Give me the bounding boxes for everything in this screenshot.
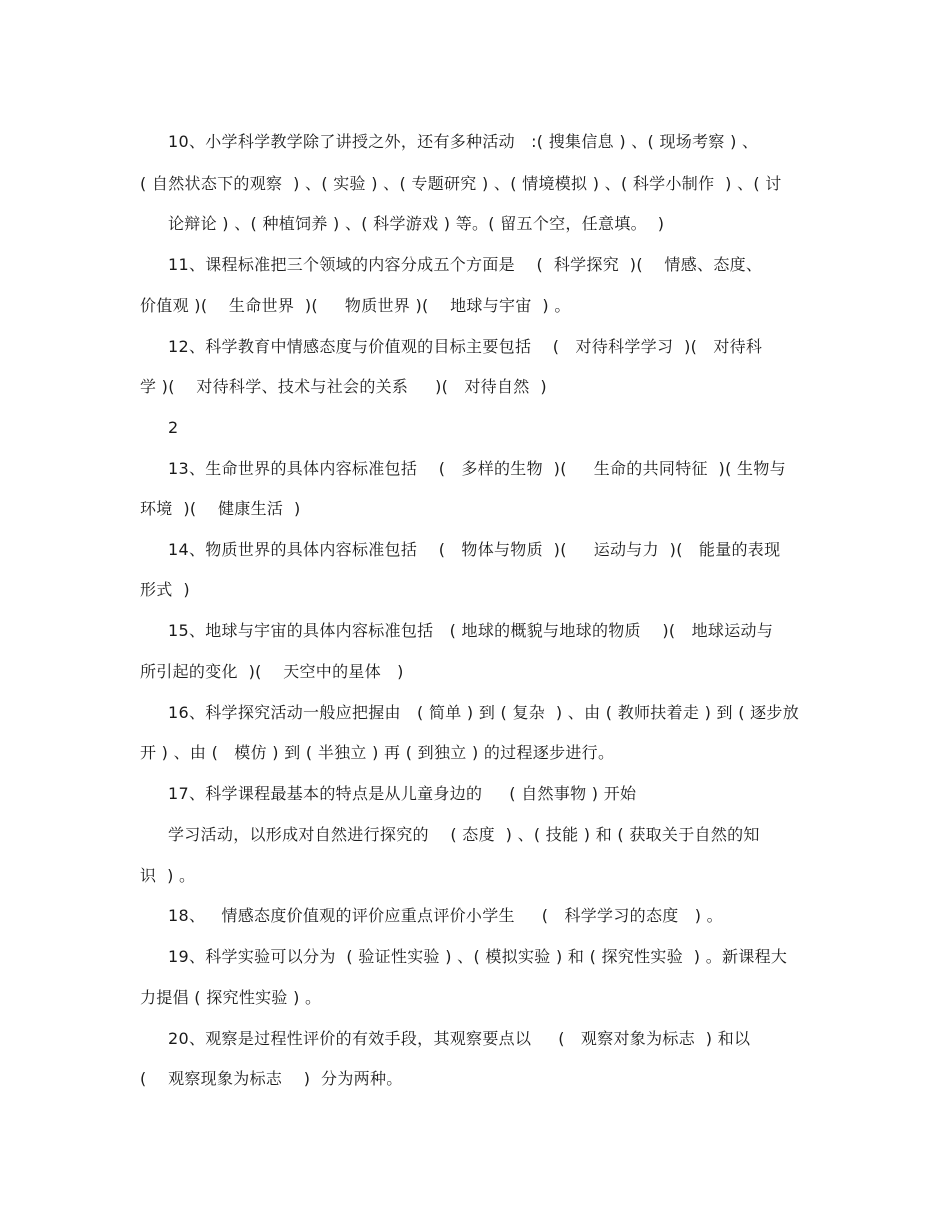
text-line: 18、 情感态度价值观的评价应重点评价小学生 ( 科学学习的态度 ) 。	[168, 906, 723, 925]
text-line: ( 自然状态下的观察 ) 、( 实验 ) 、( 专题研究 ) 、( 情境模拟 ) 、( 科学小制作 ) 、( 讨	[140, 174, 782, 193]
text-line: 15、地球与宇宙的具体内容标准包括 ( 地球的概貌与地球的物质 )( 地球运动与	[168, 621, 774, 640]
text-line: 识 ) 。	[140, 866, 196, 885]
text-line: 10、小学科学教学除了讲授之外，还有多种活动 :( 搜集信息 ) 、( 现场考察 ) 、	[168, 132, 759, 151]
text-line: 论辩论 ) 、( 种植饲养 ) 、( 科学游戏 ) 等。( 留五个空，任意填。 )	[168, 214, 665, 233]
text-line: 学习活动，以形成对自然进行探究的 ( 态度 ) 、( 技能 ) 和 ( 获取关于自然的知	[168, 825, 760, 844]
text-line: 形式 )	[140, 580, 190, 599]
text-line: 开 ) 、由 ( 模仿 ) 到 ( 半独立 ) 再 ( 到独立 ) 的过程逐步进行。	[140, 743, 615, 762]
text-line: 环境 )( 健康生活 )	[140, 499, 301, 518]
text-line: 13、生命世界的具体内容标准包括 ( 多样的生物 )( 生命的共同特征 )( 生物与	[168, 459, 786, 478]
text-line: ( 观察现象为标志 ) 分为两种。	[140, 1069, 403, 1088]
text-line: 16、科学探究活动一般应把握由 ( 简单 ) 到 ( 复杂 ) 、由 ( 教师扶着走 ) 到 ( 逐步放	[168, 703, 800, 722]
text-line: 14、物质世界的具体内容标准包括 ( 物体与物质 )( 运动与力 )( 能量的表现	[168, 540, 781, 559]
text-line: 力提倡 ( 探究性实验 ) 。	[140, 988, 322, 1007]
page-number: 2	[168, 418, 179, 437]
text-line: 学 )( 对待科学、技术与社会的关系 )( 对待自然 )	[140, 377, 547, 396]
text-line: 价值观 )( 生命世界 )( 物质世界 )( 地球与宇宙 ) 。	[140, 296, 571, 315]
text-line: 11、课程标准把三个领域的内容分成五个方面是 ( 科学探究 )( 情感、态度、	[168, 255, 763, 274]
text-line: 所引起的变化 )( 天空中的星体 )	[140, 662, 404, 681]
text-line: 12、科学教育中情感态度与价值观的目标主要包括 ( 对待科学学习 )( 对待科	[168, 337, 763, 356]
text-line: 20、观察是过程性评价的有效手段，其观察要点以 ( 观察对象为标志 ) 和以	[168, 1029, 751, 1048]
text-line: 19、科学实验可以分为 ( 验证性实验 ) 、( 模拟实验 ) 和 ( 探究性实验 ) 。新课程大	[168, 947, 788, 966]
text-line: 17、科学课程最基本的特点是从儿童身边的 ( 自然事物 ) 开始	[168, 784, 637, 803]
